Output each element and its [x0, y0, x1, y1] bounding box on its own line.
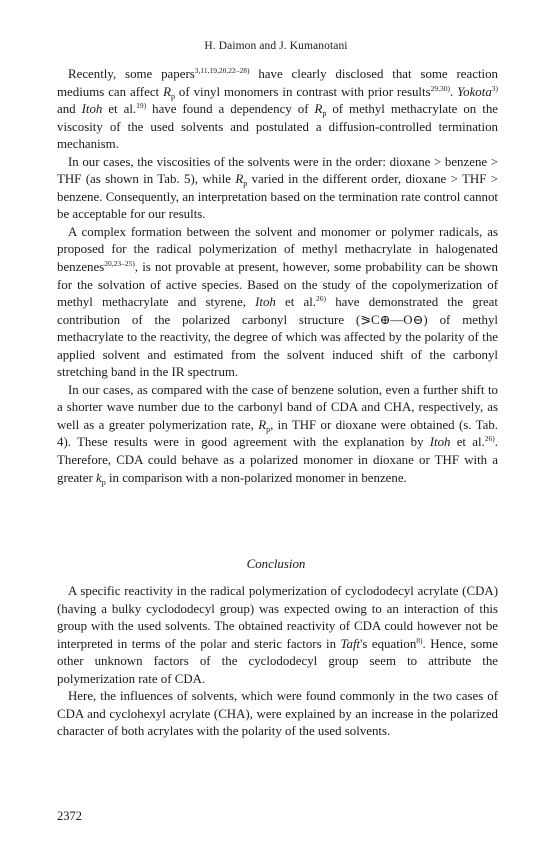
symbol-r: R	[314, 102, 323, 117]
symbol-r: R	[163, 84, 171, 99]
citation: 8)	[416, 635, 423, 645]
section-heading: Conclusion	[246, 557, 306, 571]
citation: 26)	[484, 434, 495, 444]
citation: 19)	[136, 101, 147, 111]
symbol-k: k	[96, 470, 102, 485]
citation: 3)	[491, 83, 499, 93]
citation: 20,23–25)	[104, 259, 135, 269]
page-number: 2372	[57, 809, 82, 823]
running-head: H. Daimon and J. Kumanotani	[204, 40, 348, 52]
conclusion-text	[57, 583, 498, 741]
paragraph-complex-formation: A complex formation between the solvent and monomer or polymer radicals, as proposed for the radical polymerization of methyl methacrylate in halogenated benzenes$^{20,23-25)}$, is not provable at present, however, some probability can be shown for the solvation of active species. Based on the study of the copolymerization of methyl methacrylate and styrene, Itoh et al.$^{26)}$ have demonstrated the great contribution of the polarized carbonyl structure (⪖C⊕—O⊖) of methyl methacrylate to the reactivity, the degree of which was affected by the polarity of the applied solvent and estimated from the solvent induced shift of the carbonyl stretching band in the IR spectrum.	[57, 224, 499, 380]
subscript-p: p	[322, 109, 327, 119]
author-name: Itoh	[255, 295, 276, 310]
citation: 26)	[316, 294, 327, 304]
symbol-r: R	[258, 417, 267, 432]
paragraph-conclusion-1: A specific reactivity in the radical polymerization of cyclododecyl acrylate (CDA) (having a bulky cyclododecyl group) was expected owing to an interaction of this group with the used solvents. The obtained reactivity of CDA could however not be interpreted in terms of the polar and steric factors in Taft's equation$^{8)}$. Hence, some other unknown factors of the cyclododecyl group seem to attribute the polymerization rate of CDA.	[57, 584, 498, 686]
citation: 3,11,19,20,22–28)	[194, 66, 250, 75]
paragraph-solvent-effects: Recently, some papers$^{3,11,19,20,22-28)}$ have clearly disclosed that some reaction mediums can affect $R_p$ of vinyl monomers in contrast with prior results$^{29,30)}$. Yokota$^{3)}$ and Itoh et al.$^{19)}$ have found a dependency of $R_p$ of methyl methacrylate on the viscosity of the used solvents and postulated a diffusion-controlled termination mechanism.	[57, 66, 499, 152]
discussion-text	[57, 66, 498, 487]
carbonyl-structure: ⪖C⊕—O⊖	[360, 312, 424, 327]
paragraph-viscosity: In our cases, the viscosities of the solvents were in the order: dioxane > benzene > THF (as shown in Tab. 5), while $R_p$ varied in the different order, dioxane > THF > benzene. Consequently, an interpretation based on the termination rate control cannot be acceptable for our results.	[57, 154, 498, 222]
subscript-p: p	[101, 477, 106, 487]
symbol-r: R	[235, 172, 244, 187]
citation: 29,30)	[430, 83, 450, 93]
paragraph-ir-shift: In our cases, as compared with the case of benzene solution, even a further shift to a shorter wave number due to the carbonyl band of CDA and CHA, respectively, as well as a greater polymerization rate, $R_p$, in THF or dioxane were obtained (s. Tab. 4). These results were in good agreement with the explanation by Itoh et al.$^{26)}$. Therefore, CDA could behave as a polarized monomer in dioxane or THF with a greater $k_p$ in comparison with a non-polarized monomer in benzene.	[57, 382, 498, 487]
author-name: Itoh	[81, 102, 103, 117]
paragraph-conclusion-2: Here, the influences of solvents, which were found commonly in the two cases of CDA and cyclohexyl acrylate (CHA), were explained by an increase in the polarized character of both acrylates with the polarity of the used solvents.	[57, 689, 498, 739]
author-name: Yokota	[457, 84, 492, 99]
author-name: Taft	[340, 636, 361, 651]
subscript-p: p	[243, 179, 248, 189]
subscript-p: p	[266, 424, 271, 434]
author-name: Itoh	[429, 435, 451, 450]
subscript-p: p	[170, 91, 175, 101]
